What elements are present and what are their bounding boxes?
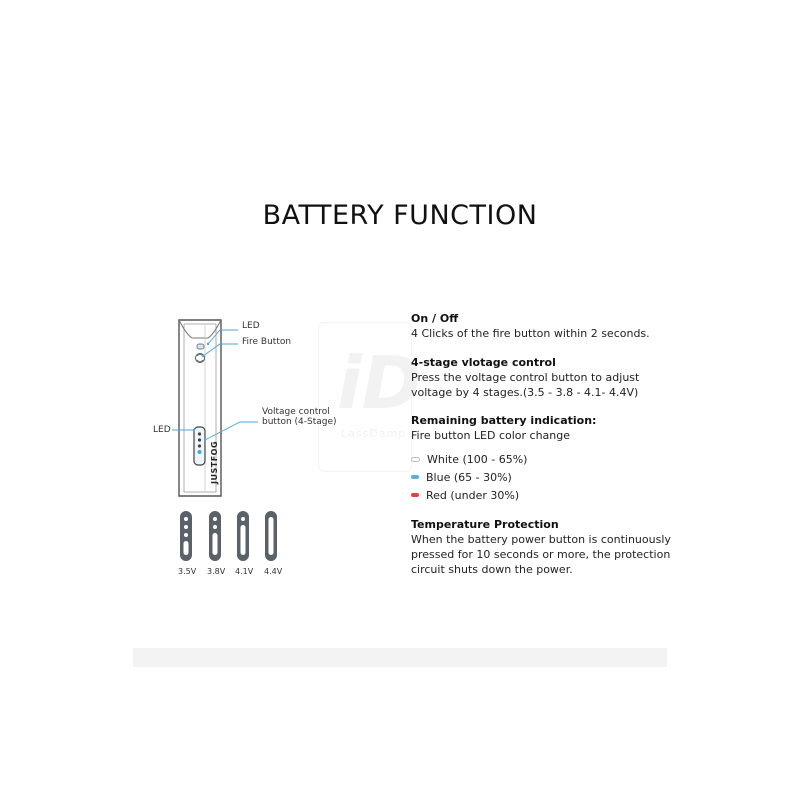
- heading-temperature-protection: Temperature Protection: [411, 518, 559, 531]
- stage-indicator-3-5v: [180, 511, 192, 561]
- voltage-label-3-8v: 3.8V: [207, 567, 226, 576]
- legend-red-label: Red (under 30%): [426, 489, 520, 502]
- text-temp-line1: When the battery power button is continuously: [411, 533, 671, 546]
- section-4-stage: [411, 355, 639, 400]
- callout-voltage-button: Voltage control button (4-Stage): [262, 407, 337, 427]
- section-on-off: [411, 311, 650, 341]
- section-temperature-protection: [411, 517, 671, 577]
- legend-red: [411, 489, 519, 503]
- legend-blue-label: Blue (65 - 30%): [426, 471, 512, 484]
- text-temp-line3: circuit shuts down the power.: [411, 563, 573, 576]
- callout-led-top: LED: [242, 321, 260, 331]
- voltage-label-3-5v: 3.5V: [178, 567, 197, 576]
- voltage-label-4-1v: 4.1V: [235, 567, 254, 576]
- callout-fire-button: Fire Button: [242, 337, 292, 347]
- legend-white: [411, 453, 527, 467]
- text-remaining-battery: Fire button LED color change: [411, 429, 571, 442]
- callout-led-side: LED: [153, 425, 171, 435]
- blue-dot-icon: [411, 475, 419, 479]
- heading-remaining-battery: Remaining battery indication:: [411, 414, 597, 427]
- watermark-big-text: iD: [337, 341, 422, 425]
- device-brand-text: JUSTFOG: [210, 440, 219, 484]
- text-4-stage-line1: Press the voltage control button to adjust: [411, 371, 640, 384]
- section-remaining-battery: [411, 413, 596, 443]
- stage-indicator-4-4v: [265, 511, 277, 561]
- footer-bar: [133, 648, 667, 667]
- watermark-small-text: LassDamp: [341, 427, 407, 440]
- red-dot-icon: [411, 493, 419, 497]
- voltage-label-4-4v: 4.4V: [264, 567, 283, 576]
- text-4-stage-line2: voltage by 4 stages.(3.5 - 3.8 - 4.1- 4.4V): [411, 386, 639, 399]
- heading-on-off: On / Off: [411, 312, 459, 325]
- stage-indicator-4-1v: [237, 511, 249, 561]
- text-on-off: 4 Clicks of the fire button within 2 seconds.: [411, 327, 650, 340]
- legend-white-label: White (100 - 65%): [427, 453, 528, 466]
- stage-indicator-3-8v: [209, 511, 221, 561]
- white-dot-icon: [411, 457, 420, 462]
- heading-4-stage: 4-stage vlotage control: [411, 356, 556, 369]
- page-title: BATTERY FUNCTION: [262, 200, 538, 231]
- legend-blue: [411, 471, 512, 485]
- voltage-stage-indicators: [170, 508, 290, 564]
- text-temp-line2: pressed for 10 seconds or more, the protection: [411, 548, 671, 561]
